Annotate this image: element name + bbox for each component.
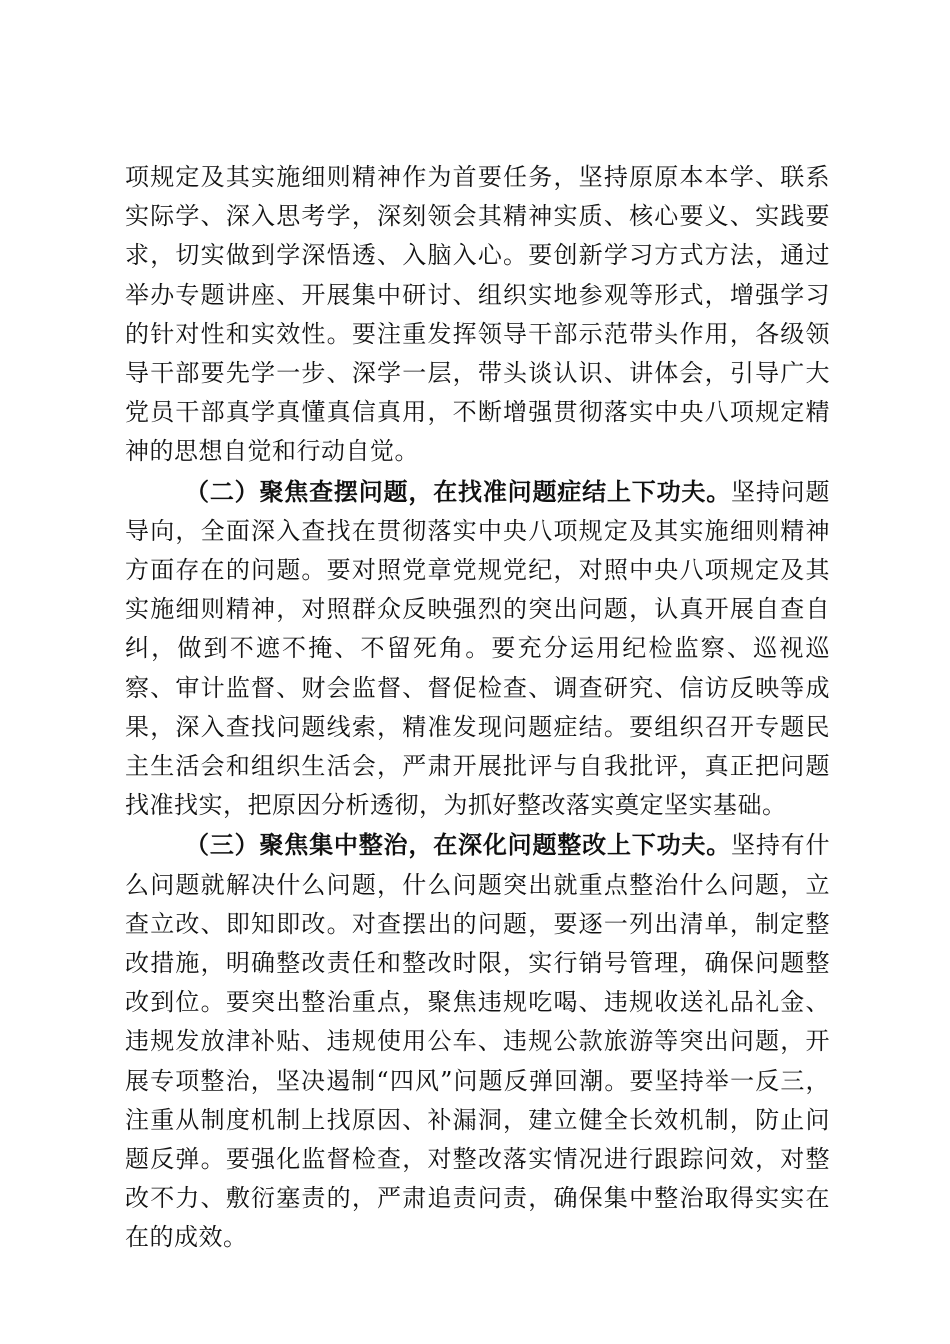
section-heading: （二）聚焦查摆问题，在找准问题症结上下功夫。 bbox=[185, 476, 732, 506]
document-page bbox=[125, 158, 830, 1258]
section-heading: （三）聚焦集中整治，在深化问题整改上下功夫。 bbox=[185, 830, 732, 860]
paragraph-section-3 bbox=[125, 825, 830, 1257]
paragraph-body: 坚持问题导向，全面深入查找在贯彻落实中央八项规定及其实施细则精神方面存在的问题。要对照党章党规党纪，对照中央八项规定及其实施细则精神，对照群众反映强烈的突出问题，认真开展自查自纠，做到不遮不掩、不留死角。要充分运用纪检监察、巡视巡察、审计监督、财会监督、督促检查、调查研究、信访反映等成果，深入查找问题线索，精准发现问题症结。要组织召开专题民主生活会和组织生活会，严肃开展批评与自我批评，真正把问题找准找实，把原因分析透彻，为抓好整改落实奠定坚实基础。 bbox=[125, 477, 831, 820]
paragraph-section-2 bbox=[125, 472, 830, 826]
paragraph-continuation bbox=[125, 158, 830, 472]
paragraph-body: 项规定及其实施细则精神作为首要任务，坚持原原本本学、联系实际学、深入思考学，深刻领会其精神实质、核心要义、实践要求，切实做到学深悟透、入脑入心。要创新学习方式方法，通过举办专题讲座、开展集中研讨、组织实地参观等形式，增强学习的针对性和实效性。要注重发挥领导干部示范带头作用，各级领导干部要先学一步、深学一层，带头谈认识、讲体会，引导广大党员干部真学真懂真信真用，不断增强贯彻落实中央八项规定精神的思想自觉和行动自觉。 bbox=[125, 163, 830, 466]
paragraph-body: 坚持有什么问题就解决什么问题，什么问题突出就重点整治什么问题，立查立改、即知即改。对查摆出的问题，要逐一列出清单，制定整改措施，明确整改责任和整改时限，实行销号管理，确保问题整改到位。要突出整治重点，聚焦违规吃喝、违规收送礼品礼金、违规发放津补贴、违规使用公车、违规公款旅游等突出问题，开展专项整治，坚决遏制“四风”问题反弹回潮。要坚持举一反三，注重从制度机制上找原因、补漏洞，建立健全长效机制，防止问题反弹。要强化监督检查，对整改落实情况进行跟踪问效，对整改不力、敷衍塞责的，严肃追责问责，确保集中整治取得实实在在的成效。 bbox=[125, 831, 831, 1252]
